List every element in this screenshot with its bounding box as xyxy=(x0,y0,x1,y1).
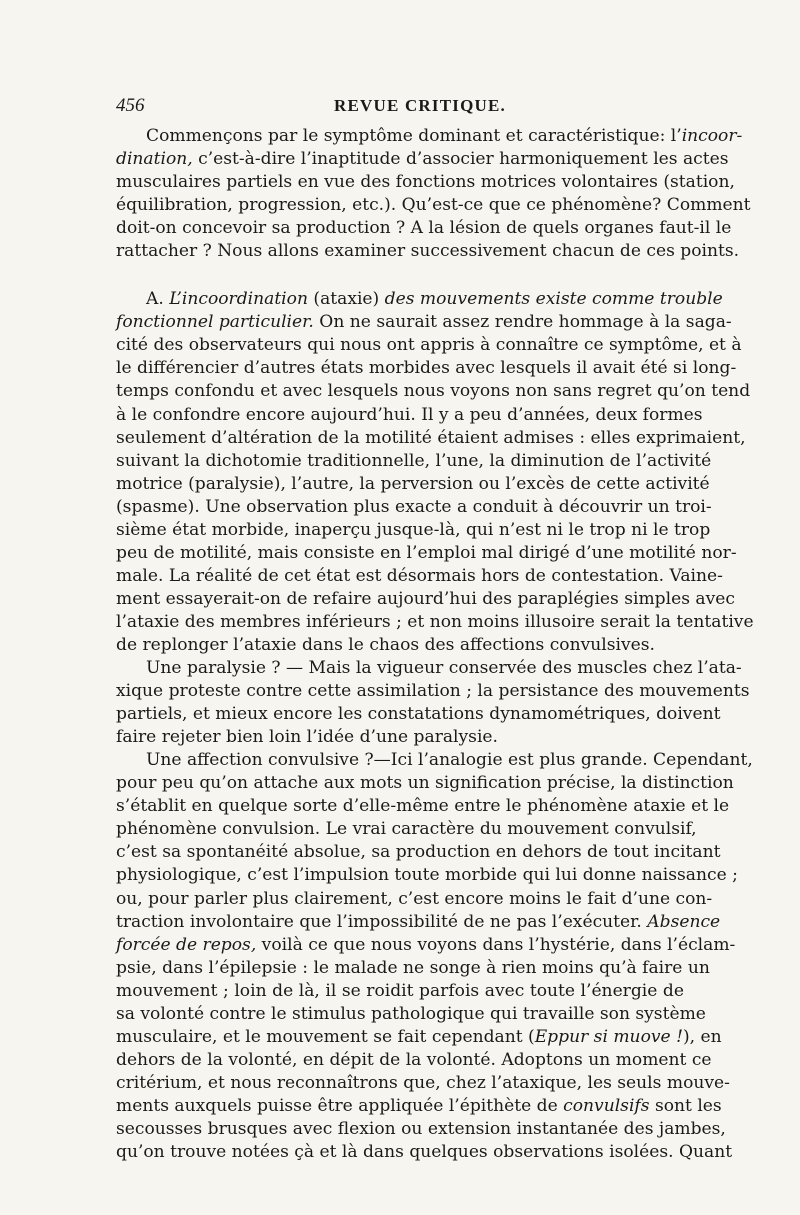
italic-text: Eppur si muove ! xyxy=(534,1026,683,1047)
text-line xyxy=(116,125,743,148)
italic-text: dination, xyxy=(116,149,193,170)
text-run: (ataxie) xyxy=(307,289,385,310)
text-run: physiologique, c’est l’impulsion toute morbide qui lui donne naissance ; xyxy=(116,865,738,886)
page-header xyxy=(116,95,684,123)
text-run: Une affection convulsive ?—Ici l’analogie est plus grande. Cependant, xyxy=(146,750,753,771)
italic-text: des mouvements existe comme trouble xyxy=(384,289,723,310)
text-line xyxy=(116,888,713,911)
text-run: le différencier d’autres états morbides avec lesquels il avait été si long- xyxy=(116,358,737,379)
text-line xyxy=(116,611,754,634)
text-line xyxy=(116,980,684,1003)
text-run: ments auxquels puisse être appliquée l’épithète de xyxy=(116,1095,564,1116)
text-line xyxy=(116,841,721,864)
text-run: ment essayerait-on de refaire aujourd’hui des paraplégies simples avec xyxy=(116,588,735,609)
text-run: phénomène convulsion. Le vrai caractère du mouvement convulsif, xyxy=(116,819,697,840)
text-run: cité des observateurs qui nous ont appris à connaître ce symptôme, et à xyxy=(116,335,742,356)
text-line xyxy=(116,357,737,380)
text-run: suivant la dichotomie traditionnelle, l’une, la diminution de l’activité xyxy=(116,450,712,471)
text-line xyxy=(116,911,721,934)
text-line xyxy=(116,334,742,357)
body-text xyxy=(116,125,754,1164)
text-line xyxy=(116,634,684,657)
text-line xyxy=(116,194,751,217)
text-run: c’est sa spontanéité absolue, sa production en dehors de tout incitant xyxy=(116,842,721,863)
text-line xyxy=(116,380,751,403)
italic-text: fonctionnel particulier. xyxy=(116,312,314,333)
text-line xyxy=(116,680,750,703)
paragraph-gap xyxy=(116,263,684,288)
text-line xyxy=(116,542,737,565)
text-line xyxy=(116,148,729,171)
paragraph xyxy=(116,125,751,263)
text-line xyxy=(116,1072,730,1095)
text-run: sa volonté contre le stimulus pathologique qui travaille son système xyxy=(116,1003,706,1024)
text-run: sième état morbide, inaperçu jusque-là, qui n’est ni le trop ni le trop xyxy=(116,519,711,540)
text-line xyxy=(116,1049,712,1072)
italic-text: convulsifs xyxy=(563,1095,650,1116)
text-line xyxy=(116,795,730,818)
text-run: faire rejeter bien loin l’idée d’une paralysie. xyxy=(116,727,498,748)
text-run: à le confondre encore aujourd’hui. Il y a peu d’années, deux formes xyxy=(116,404,703,425)
text-line xyxy=(116,496,712,519)
text-line xyxy=(116,519,711,542)
paragraph xyxy=(116,288,754,657)
italic-text: Absence xyxy=(647,911,721,932)
text-line xyxy=(116,171,735,194)
text-run: l’ataxie des membres inférieurs ; et non moins illusoire serait la tentative xyxy=(116,611,754,632)
text-run: partiels, et mieux encore les constatations dynamométriques, doivent xyxy=(116,704,721,725)
text-line xyxy=(116,311,732,334)
text-run: motrice (paralysie), l’autre, la perversion ou l’excès de cette activité xyxy=(116,473,710,494)
page-number: 456 xyxy=(116,95,145,116)
text-run: temps confondu et avec lesquels nous voyons non sans regret qu’on tend xyxy=(116,381,751,402)
text-run: Une paralysie ? — Mais la vigueur conservée des muscles chez l’ata- xyxy=(146,658,742,679)
italic-text: incoor- xyxy=(681,126,743,146)
text-run: (spasme). Une observation plus exacte a conduit à découvrir un troi- xyxy=(116,496,712,517)
text-line xyxy=(116,818,697,841)
text-run: On ne saurait assez rendre hommage à la saga- xyxy=(313,312,732,333)
text-line xyxy=(116,240,740,263)
paragraph xyxy=(116,657,750,749)
text-run: critérium, et nous reconnaîtrons que, chez l’ataxique, les seuls mouve- xyxy=(116,1072,730,1093)
text-line xyxy=(116,1095,722,1118)
paragraph xyxy=(116,749,753,1164)
running-title: REVUE CRITIQUE. xyxy=(334,96,506,115)
text-run: rattacher ? Nous allons examiner successivement chacun de ces points. xyxy=(116,241,740,262)
text-line xyxy=(116,749,753,772)
text-run: qu’on trouve notées çà et là dans quelques observations isolées. Quant xyxy=(116,1142,733,1163)
text-line xyxy=(116,726,684,749)
text-run: équilibration, progression, etc.). Qu’est-ce que ce phénomène? Comment xyxy=(116,195,751,216)
text-line xyxy=(116,217,732,240)
text-run: c’est-à-dire l’inaptitude d’associer harmoniquement les actes xyxy=(192,149,729,170)
text-run: voilà ce que nous voyons dans l’hystérie, dans l’éclam- xyxy=(256,934,736,955)
text-line xyxy=(116,404,703,427)
italic-text: forcée de repos, xyxy=(116,934,257,955)
text-run: A. xyxy=(146,289,170,310)
text-run: psie, dans l’épilepsie : le malade ne songe à rien moins qu’à faire un xyxy=(116,957,710,978)
text-line xyxy=(116,657,742,680)
text-line xyxy=(116,1118,726,1141)
text-run: de replonger l’ataxie dans le chaos des affections convulsives. xyxy=(116,634,655,655)
text-run: s’établit en quelque sorte d’elle-même entre le phénomène ataxie et le xyxy=(116,796,730,817)
text-line xyxy=(116,772,734,795)
text-run: mouvement ; loin de là, il se roidit parfois avec toute l’énergie de xyxy=(116,980,684,1001)
text-run: ou, pour parler plus clairement, c’est encore moins le fait d’une con- xyxy=(116,888,713,909)
text-run: secousses brusques avec flexion ou extension instantanée des jambes, xyxy=(116,1118,726,1139)
text-run: seulement d’altération de la motilité étaient admises : elles exprimaient, xyxy=(116,427,746,448)
text-run: male. La réalité de cet état est désormais hors de contestation. Vaine- xyxy=(116,565,723,586)
text-line xyxy=(116,1003,706,1026)
text-line xyxy=(116,450,712,473)
text-run: sont les xyxy=(649,1095,722,1116)
text-line xyxy=(116,1026,722,1049)
text-run: xique proteste contre cette assimilation ; la persistance des mouvements xyxy=(116,681,750,702)
text-line xyxy=(116,957,710,980)
text-line xyxy=(116,934,736,957)
text-run: ), en xyxy=(682,1026,722,1047)
text-run: musculaire, et le mouvement se fait cependant ( xyxy=(116,1026,535,1047)
text-run: pour peu qu’on attache aux mots un signification précise, la distinction xyxy=(116,773,734,794)
text-line xyxy=(116,588,735,611)
text-run: musculaires partiels en vue des fonctions motrices volontaires (station, xyxy=(116,172,735,193)
italic-text: L’incoordination xyxy=(169,289,308,310)
text-run: dehors de la volonté, en dépit de la volonté. Adoptons un moment ce xyxy=(116,1049,712,1070)
text-line xyxy=(116,1141,733,1164)
text-run: traction involontaire que l’impossibilité de ne pas l’exécuter. xyxy=(116,911,648,932)
text-run: doit-on concevoir sa production ? A la lésion de quels organes faut-il le xyxy=(116,218,732,239)
text-line xyxy=(116,565,723,588)
text-line xyxy=(116,703,721,726)
text-line xyxy=(116,288,723,311)
text-line xyxy=(116,427,746,450)
text-run: Commençons par le symptôme dominant et caractéristique: l’ xyxy=(146,126,682,146)
text-run: peu de motilité, mais consiste en l’emploi mal dirigé d’une motilité nor- xyxy=(116,542,737,563)
text-line xyxy=(116,473,710,496)
text-line xyxy=(116,864,738,887)
